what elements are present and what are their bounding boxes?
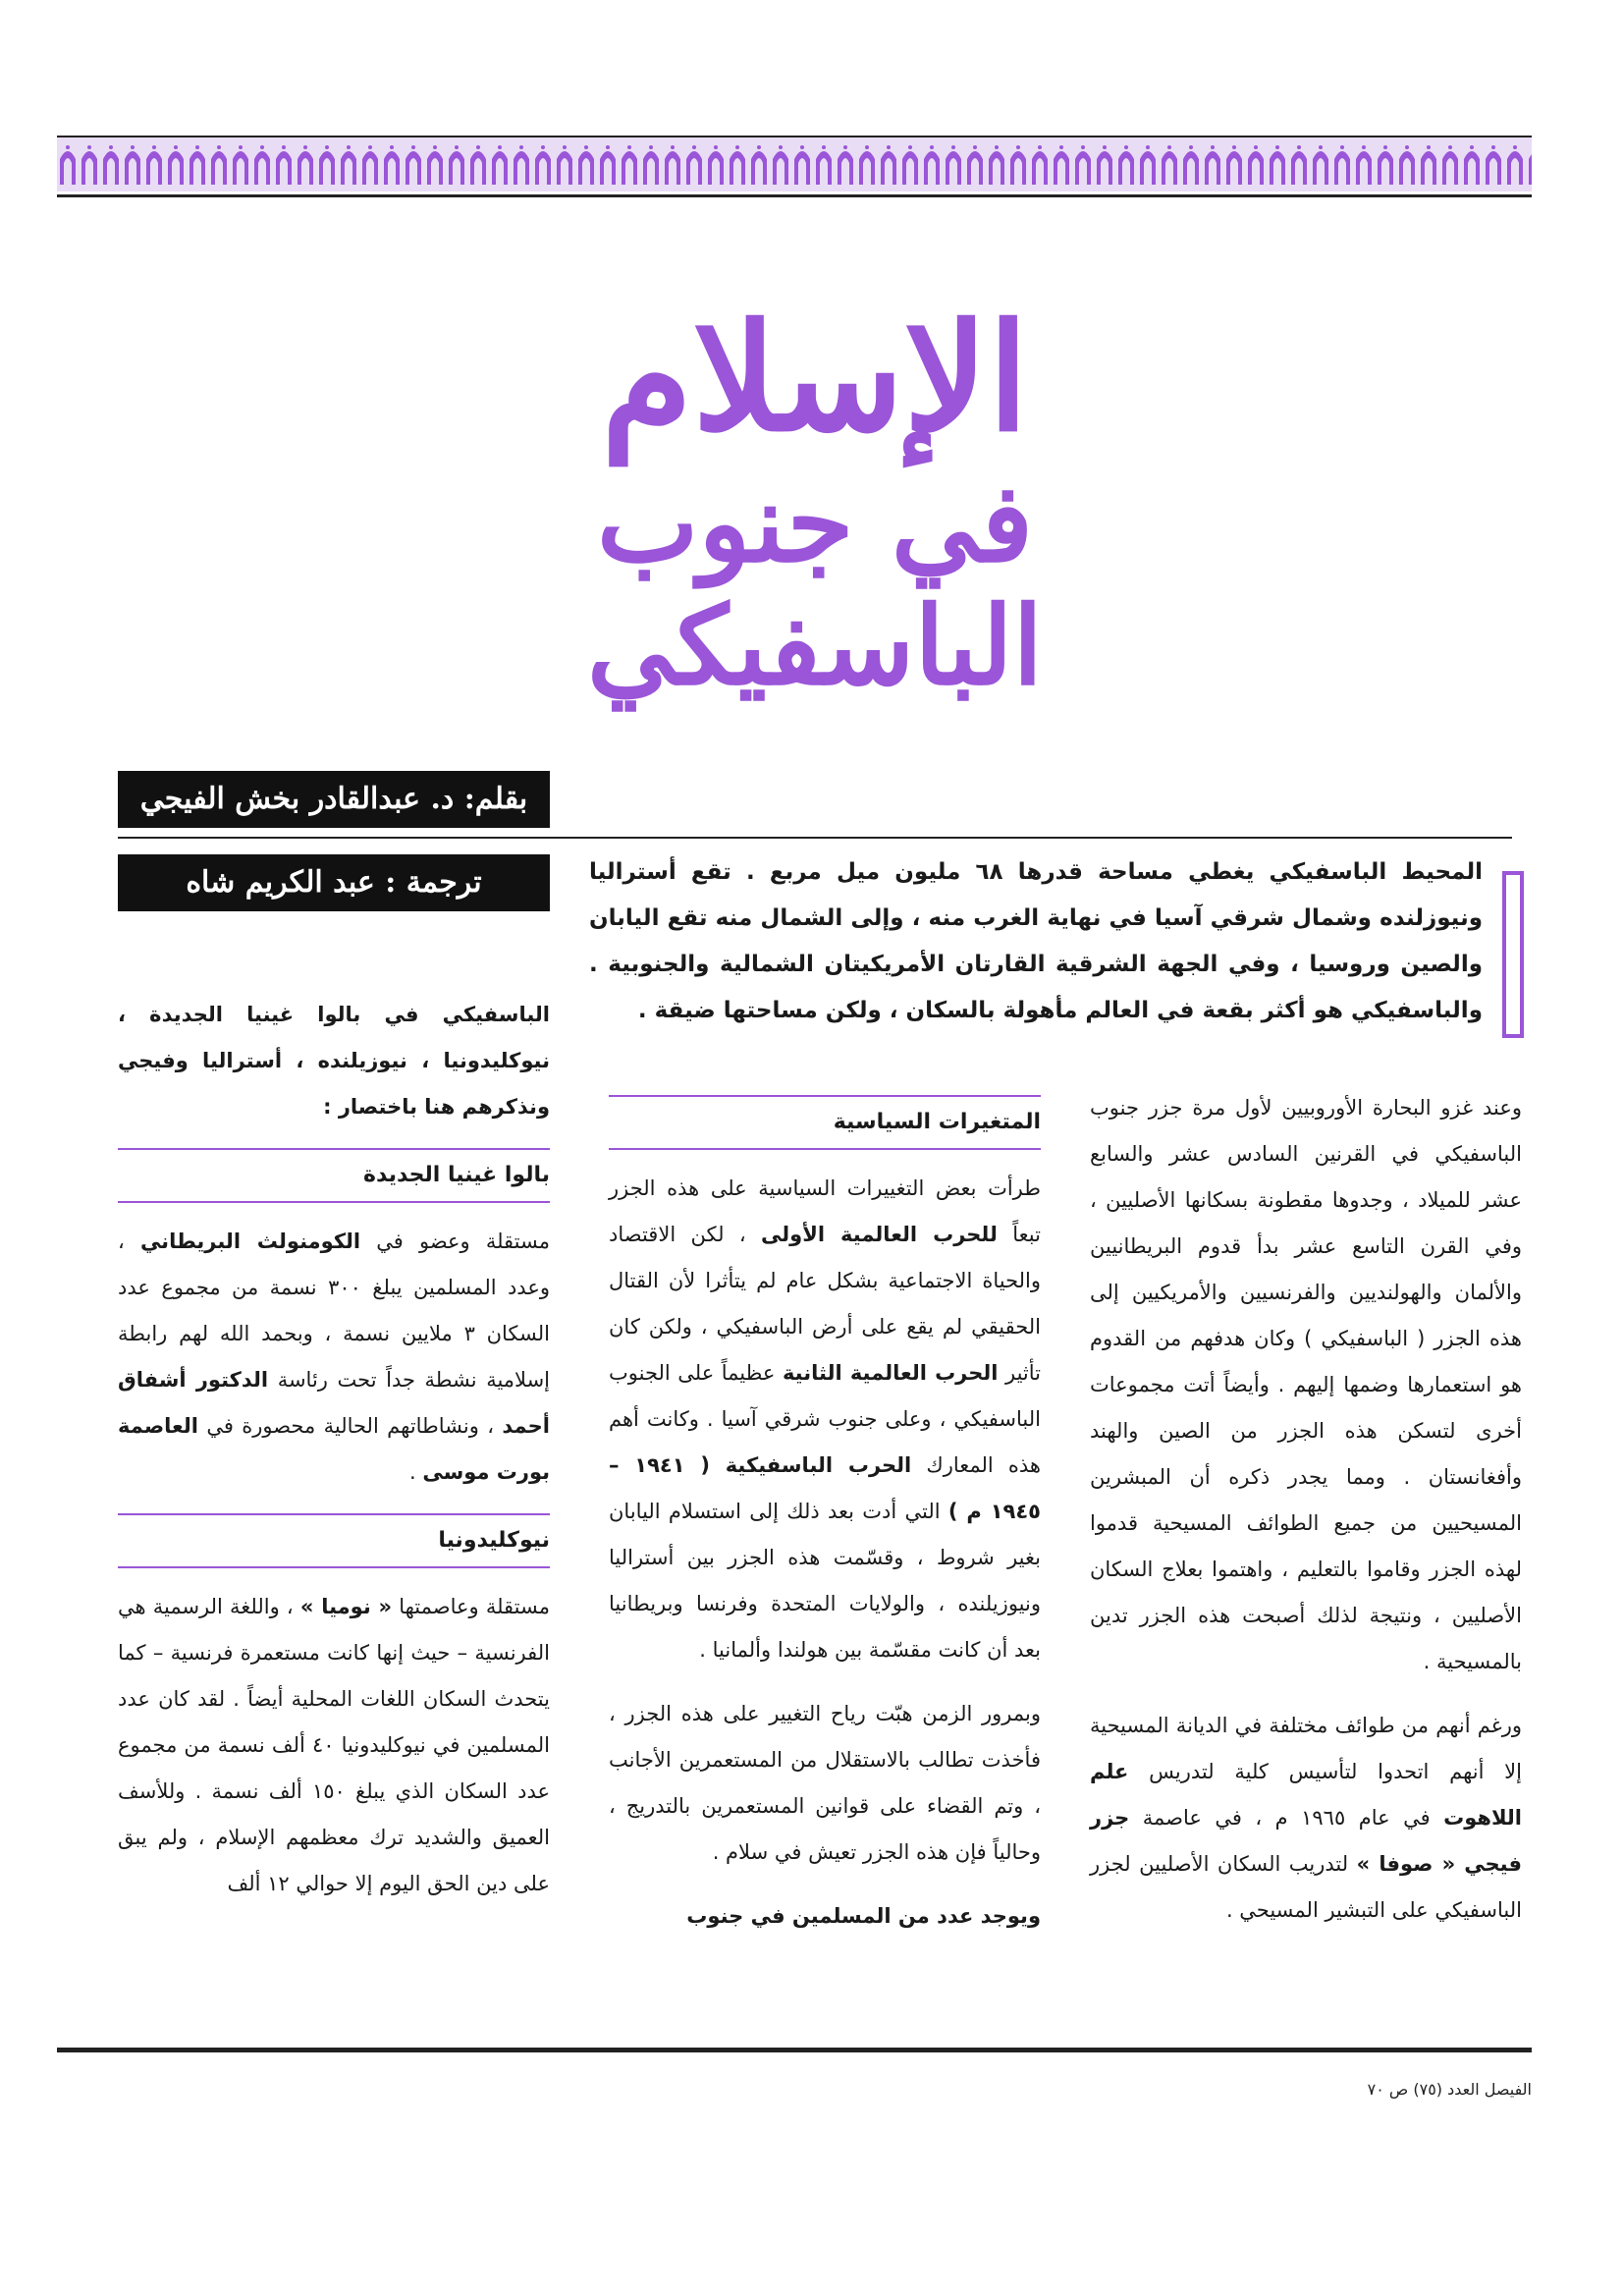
right-paragraph-2: ورغم أنهم من طوائف مختلفة في الديانة المسيحية إلا أنهم اتحدوا لتأسيس كلية لتدريس علم اللاهوت في عام ١٩٦٥ م ، في عاصمة جزر فيجي « صوفا » لتدريب السكان الأصليين لجزر الباسفيكي على التبشير المسيحي .	[1090, 1714, 1522, 1922]
middle-paragraph-3: ويوجد عدد من المسلمين في جنوب	[686, 1904, 1041, 1928]
intro-paragraph: المحيط الباسفيكي يغطي مساحة قدرها ٦٨ مليون ميل مربع . تقع أستراليا ونيوزلنده وشمال شرقي آسيا في نهاية الغرب منه ، وإلى الشمال منه تقع اليابان والصين وروسيا ، وفي الجهة الشرقية القارتان الأمريكيتان الشمالية والجنوبية . والباسفيكي هو أكثر بقعة في العالم مأهولة بالسكان ، ولكن مساحتها ضيقة .	[589, 859, 1483, 1023]
column-right	[1090, 1085, 1522, 1951]
right-paragraph-1: وعند غزو البحارة الأوروبيين لأول مرة جزر جنوب الباسفيكي في القرنين السادس عشر والسابع عشر للميلاد ، وجدوها مقطونة بسكانها الأصليين ، وفي القرن التاسع عشر بدأ قدوم البريطانيين والألمان والهولنديين والفرنسيين والأمريكيين إلى هذه الجزر ( الباسفيكي ) وكان هدفهم من القدوم هو استعمارها وضمها إليهم . وأيضاً أتت مجموعات أخرى لتسكن هذه الجزر من الصين والهند وأفغانستان . ومما يجدر ذكره أن المبشرين المسيحيين من جميع الطوائف المسيحية قدموا لهذه الجزر وقاموا بالتعليم ، واهتموا بعلاج السكان الأصليين ، ونتيجة لذلك أصبحت هذه الجزر تدين بالمسيحية .	[1090, 1096, 1522, 1673]
bottom-rule	[57, 2048, 1532, 2052]
left-paragraph-papua: مستقلة وعضو في الكومنولث البريطاني ، وعدد المسلمين يبلغ ٣٠٠ نسمة من مجموع عدد السكان ٣ ملايين نسمة ، وبحمد الله لهم رابطة إسلامية نشطة جداً تحت رئاسة الدكتور أشفاق أحمد ، ونشاطاتهم الحالية محصورة في العاصمة بورت موسى .	[118, 1230, 550, 1484]
intro-accent-bar	[1502, 871, 1524, 1038]
byline-rule	[118, 837, 1512, 839]
article-title	[530, 292, 1100, 727]
translator-byline: ترجمة : عبد الكريم شاه	[118, 854, 550, 911]
left-paragraph-new-caledonia: مستقلة وعاصمتها « نوميا » ، واللغة الرسمية هي الفرنسية – حيث إنها كانت مستعمرة فرنسية – كما يتحدث السكان اللغات المحلية أيضاً . لقد كان عدد المسلمين في نيوكليدونيا ٤٠ ألف نسمة من مجموع عدد السكان الذي يبلغ ١٥٠ ألف نسمة . وللأسف العميق والشديد ترك معظمهم الإسلام ، ولم يبق على دين الحق اليوم إلا حوالي ١٢ ألف	[118, 1595, 551, 1895]
section-heading-political: المتغيرات السياسية	[609, 1095, 1041, 1150]
border-bottom-rule	[57, 194, 1532, 197]
title-line-2: في جنوب	[596, 460, 1034, 586]
page-footer: الفيصل العدد (٧٥) ص ٧٠	[1367, 2080, 1532, 2099]
column-middle	[609, 1095, 1041, 1957]
column-left	[118, 992, 550, 1925]
section-heading-papua: بالوا غينيا الجديدة	[118, 1148, 550, 1203]
title-line-1: الإسلام	[601, 292, 1029, 465]
title-line-3: الباسفيكي	[586, 582, 1044, 709]
middle-paragraph-1: طرأت بعض التغييرات السياسية على هذه الجزر تبعاً للحرب العالمية الأولى ، لكن الاقتصاد والحياة الاجتماعية بشكل عام لم يتأثرا لأن القتال الحقيقي لم يقع على أرض الباسفيكي ، ولكن كان تأثير الحرب العالمية الثانية عظيماً على الجنوب الباسفيكي ، وعلى جنوب شرقي آسيا . وكانت أهم هذه المعارك الحرب الباسفيكية ( ١٩٤١ – ١٩٤٥ م ) التي أدت بعد ذلك إلى استسلام اليابان بغير شروط ، وقسّمت هذه الجزر بين أستراليا ونيوزيلنده ، والولايات المتحدة وفرنسا وبريطانيا بعد أن كانت مقسّمة بين هولندا وألمانيا .	[609, 1176, 1042, 1662]
author-byline: بقلم: د. عبدالقادر بخش الفيجي	[118, 771, 550, 828]
middle-paragraph-2: وبمرور الزمن هبّت رياح التغيير على هذه الجزر ، فأخذت تطالب بالاستقلال من المستعمرين الأجانب ، وتم القضاء على قوانين المستعمرين بالتدريج ، وحالياً فإن هذه الجزر تعيش في سلام .	[609, 1702, 1041, 1864]
section-heading-new-caledonia: نيوكليدونيا	[118, 1513, 550, 1568]
left-intro: الباسفيكي في بالوا غينيا الجديدة ، نيوكليدونيا ، نيوزيلنده ، أستراليا وفيجي ونذكرهم هنا باختصار :	[118, 1003, 550, 1119]
ornamental-border	[57, 137, 1532, 191]
